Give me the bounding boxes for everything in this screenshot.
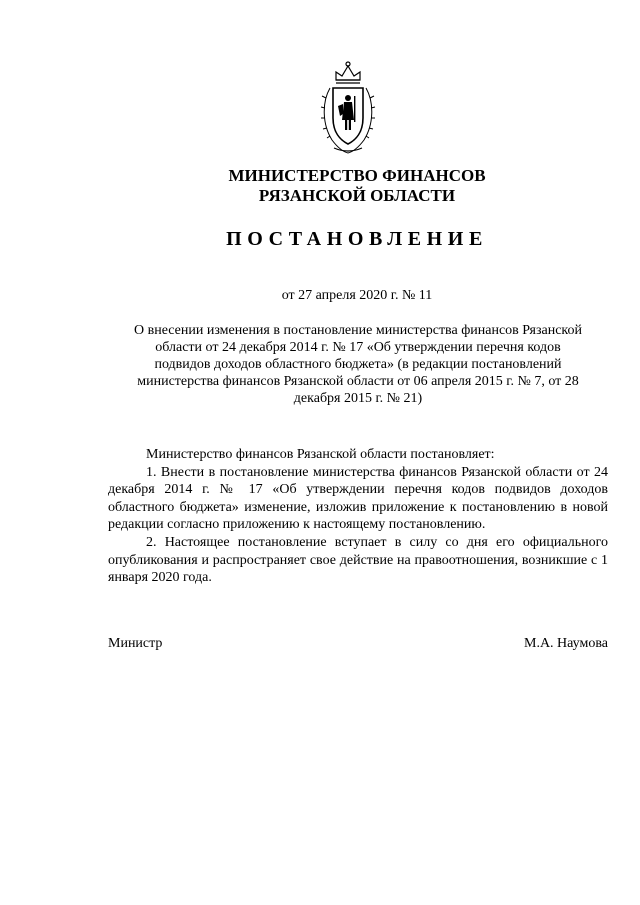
item-2-paragraph: 2. Настоящее постановление вступает в силу со дня его официального опубликования и распространяет свое действие на правоотношения, возникшие с 1 января 2020 года.: [108, 534, 608, 586]
document-type-title: ПОСТАНОВЛЕНИЕ: [226, 228, 488, 250]
signer-position: Министр: [108, 636, 163, 651]
subject-line: министерства финансов Рязанской области от 06 апреля 2015 г. № 7, от 28: [137, 374, 579, 389]
document-body: [108, 446, 608, 587]
item-1-paragraph: 1. Внести в постановление министерства финансов Рязанской области от 24 декабря 2014 г. № 17 «Об утверждении перечня кодов подвидов доходов областного бюджета» изменение, изложив приложение к постановлению в новой редакции согласно приложению к настоящему постановлению.: [108, 464, 608, 533]
signer-name: М.А. Наумова: [524, 636, 608, 651]
document-date-number: от 27 апреля 2020 г. № 11: [281, 288, 433, 303]
signature-block: [108, 636, 608, 652]
subject-line: декабря 2015 г. № 21): [293, 391, 423, 406]
preamble-paragraph: Министерство финансов Рязанской области постановляет:: [146, 447, 495, 462]
ministry-line-1: МИНИСТЕРСТВО ФИНАНСОВ: [228, 166, 486, 185]
subject-line: О внесении изменения в постановление министерства финансов Рязанской: [133, 323, 583, 338]
ministry-line-2: РЯЗАНСКОЙ ОБЛАСТИ: [258, 186, 456, 205]
ryazan-coat-of-arms-icon: [318, 58, 378, 156]
ministry-name: [0, 166, 640, 206]
subject-line: области от 24 декабря 2014 г. № 17 «Об утверждении перечня кодов: [155, 340, 561, 355]
document-subject: [108, 322, 608, 407]
subject-line: подвидов доходов областного бюджета» (в редакции постановлений: [154, 357, 562, 372]
